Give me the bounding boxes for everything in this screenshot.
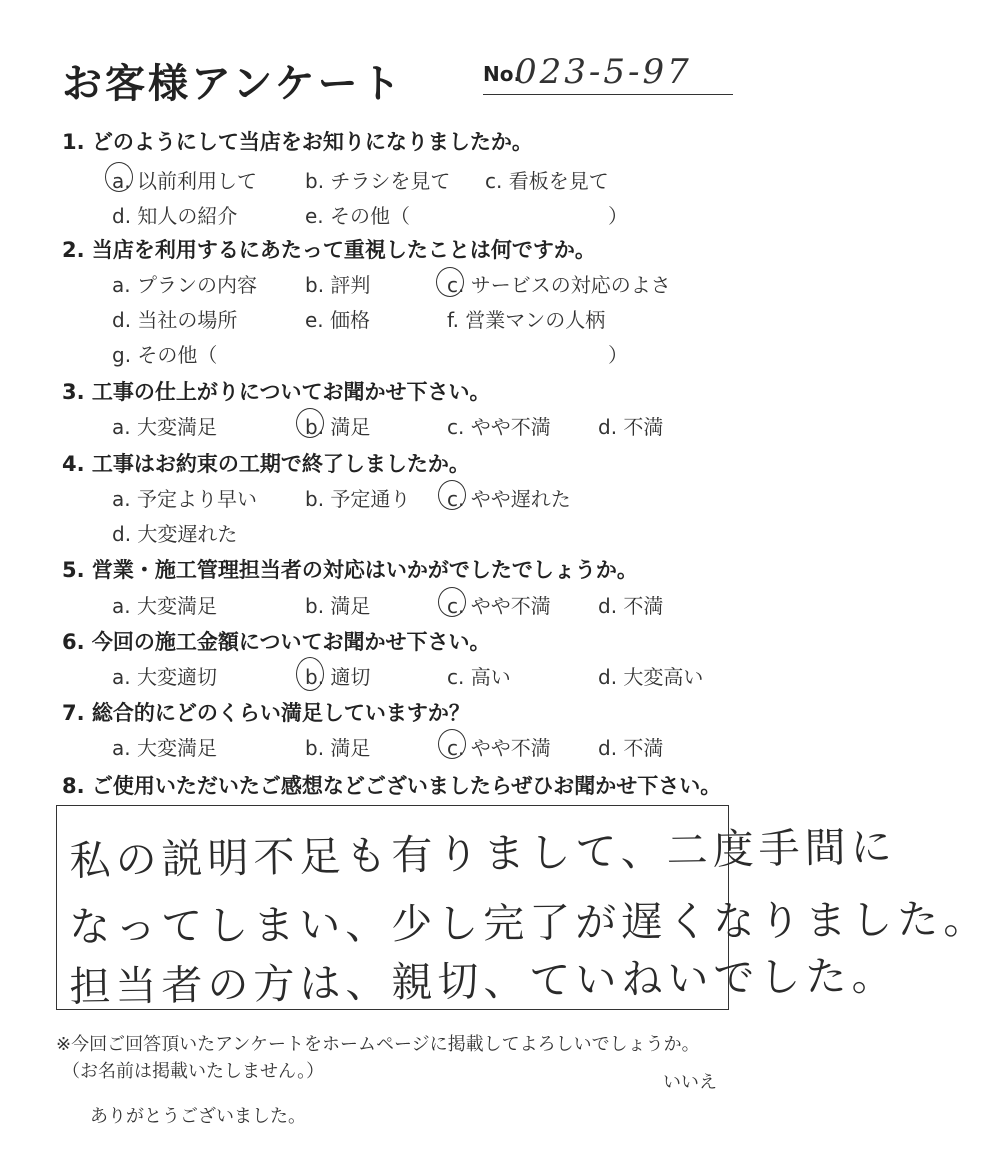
q2-option-a[interactable]: a. プランの内容	[112, 273, 257, 297]
question-6: 6. 今回の施工金額についてお聞かせ下さい。	[62, 630, 491, 654]
q2-option-f[interactable]: f. 営業マンの人柄	[447, 308, 606, 332]
q2-option-e[interactable]: e. 価格	[305, 308, 371, 332]
q4-option-d[interactable]: d. 大変遅れた	[112, 522, 238, 546]
q2-option-b[interactable]: b. 評判	[305, 273, 371, 297]
q4-option-b[interactable]: b. 予定通り	[305, 487, 411, 511]
q5-option-b[interactable]: b. 満足	[305, 594, 371, 618]
q4-answer-circle	[438, 480, 466, 510]
q7-answer-circle	[438, 729, 466, 759]
q6-option-d[interactable]: d. 大変高い	[598, 665, 704, 689]
q7-option-b[interactable]: b. 満足	[305, 736, 371, 760]
q7-option-a[interactable]: a. 大変満足	[112, 736, 217, 760]
comment-box[interactable]	[56, 805, 989, 1011]
question-2: 2. 当店を利用するにあたって重視したことは何ですか。	[62, 238, 596, 262]
q1-option-b[interactable]: b. チラシを見て	[305, 169, 451, 193]
q3-option-c[interactable]: c. やや不満	[447, 415, 551, 439]
q2-other-close: ）	[608, 343, 628, 367]
q2-option-g[interactable]: g. その他（	[112, 343, 218, 367]
q1-option-e[interactable]: e. その他（	[305, 204, 411, 228]
publish-answer: いいえ	[663, 1072, 717, 1093]
q3-option-a[interactable]: a. 大変満足	[112, 415, 217, 439]
comment-line-1: 私の説明不足も有りまして、二度手間に	[69, 822, 898, 885]
q7-option-d[interactable]: d. 不満	[598, 736, 664, 760]
question-8: 8. ご使用いただいたご感想などございましたらぜひお聞かせ下さい。	[62, 774, 722, 798]
q7-option-c[interactable]: c. やや不満	[447, 736, 551, 760]
q5-option-a[interactable]: a. 大変満足	[112, 594, 217, 618]
comment-line-2: なってしまい、少し完了が遅くなりました。	[69, 894, 989, 951]
q1-answer-circle	[105, 162, 133, 192]
serial-value: 023-5-97	[515, 52, 692, 92]
q6-option-b[interactable]: b. 適切	[305, 665, 371, 689]
q3-option-b[interactable]: b. 満足	[305, 415, 371, 439]
q6-option-c[interactable]: c. 高い	[447, 665, 511, 689]
question-7: 7. 総合的にどのくらい満足していますか？	[62, 701, 470, 725]
q3-answer-circle	[296, 408, 324, 438]
name-not-published-note: （お名前は掲載いたしません。）	[62, 1061, 325, 1082]
publish-permission-note: ※今回ご回答頂いたアンケートをホームページに掲載してよろしいでしょうか。	[56, 1034, 700, 1055]
q5-option-c[interactable]: c. やや不満	[447, 594, 551, 618]
q3-option-d[interactable]: d. 不満	[598, 415, 664, 439]
q6-option-a[interactable]: a. 大変適切	[112, 665, 217, 689]
q2-answer-circle	[436, 267, 464, 297]
q1-option-c[interactable]: c. 看板を見て	[485, 169, 609, 193]
serial-label: No.	[483, 62, 522, 86]
question-5: 5. 営業・施工管理担当者の対応はいかがでしたでしょうか。	[62, 558, 638, 582]
q6-answer-circle	[296, 657, 324, 691]
question-4: 4. 工事はお約束の工期で終了しましたか。	[62, 452, 470, 476]
question-1: 1. どのようにして当店をお知りになりましたか。	[62, 130, 533, 154]
q4-option-a[interactable]: a. 予定より早い	[112, 487, 257, 511]
question-3: 3. 工事の仕上がりについてお聞かせ下さい。	[62, 380, 491, 404]
q1-option-a[interactable]: a. 以前利用して	[112, 169, 257, 193]
q2-option-d[interactable]: d. 当社の場所	[112, 308, 238, 332]
q5-option-d[interactable]: d. 不満	[598, 594, 664, 618]
q2-option-c[interactable]: c. サービスの対応のよさ	[447, 273, 671, 297]
q1-option-d[interactable]: d. 知人の紹介	[112, 204, 238, 228]
q1-other-close: ）	[608, 204, 628, 228]
thanks-message: ありがとうございました。	[90, 1106, 306, 1127]
serial-number-field	[483, 52, 733, 95]
q5-answer-circle	[438, 587, 466, 617]
page-title: お客様アンケート	[62, 61, 404, 107]
q4-option-c[interactable]: c. やや遅れた	[447, 487, 571, 511]
comment-line-3: 担当者の方は、親切、ていねいでした。	[69, 951, 898, 1011]
